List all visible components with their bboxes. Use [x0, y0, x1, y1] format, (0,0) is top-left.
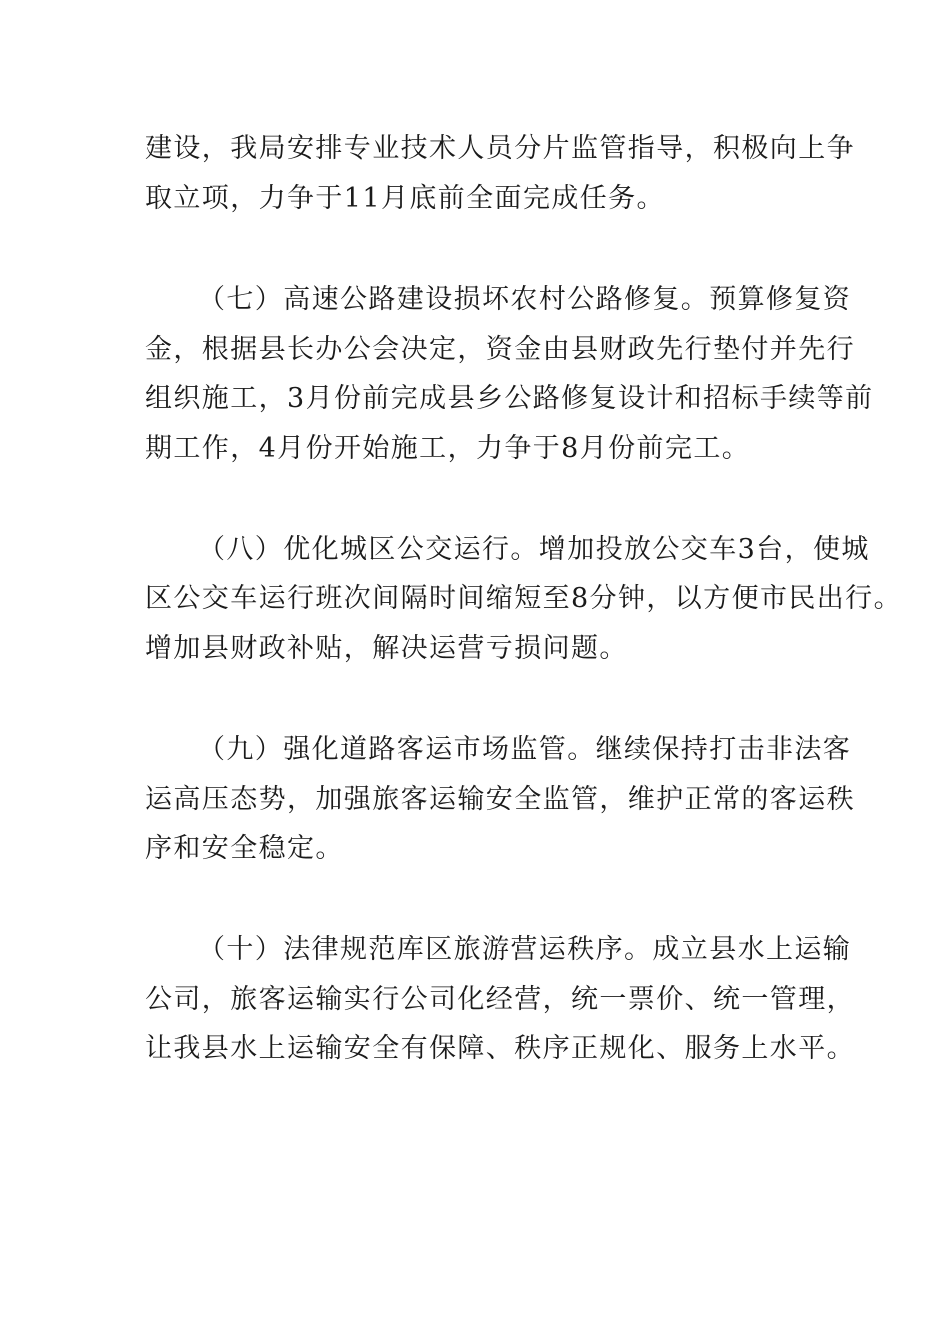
- paragraph-4-line-2: 运高压态势，加强旅客运输安全监管，维护正常的客运秩: [145, 784, 855, 815]
- paragraph-2-line-4: 期工作，4月份开始施工，力争于8月份前完工。: [145, 433, 751, 464]
- paragraph-3-line-3: 增加县财政补贴，解决运营亏损问题。: [145, 633, 628, 664]
- paragraph-2-line-1: （七）高速公路建设损坏农村公路修复。预算修复资: [198, 284, 852, 315]
- paragraph-3-line-1: （八）优化城区公交运行。增加投放公交车3台，使城: [198, 534, 870, 565]
- paragraph-1-line-1: 建设，我局安排专业技术人员分片监管指导，积极向上争: [145, 133, 855, 164]
- paragraph-3-line-2: 区公交车运行班次间隔时间缩短至8分钟，以方便市民出行。: [145, 583, 902, 614]
- paragraph-4-line-1: （九）强化道路客运市场监管。继续保持打击非法客: [198, 734, 852, 765]
- paragraph-5-line-1: （十）法律规范库区旅游营运秩序。成立县水上运输: [198, 934, 852, 965]
- paragraph-2-line-3: 组织施工，3月份前完成县乡公路修复设计和招标手续等前: [145, 383, 874, 414]
- paragraph-2-line-2: 金，根据县长办公会决定，资金由县财政先行垫付并先行: [145, 334, 855, 365]
- paragraph-5-line-3: 让我县水上运输安全有保障、秩序正规化、服务上水平。: [145, 1033, 855, 1064]
- paragraph-4-line-3: 序和安全稳定。: [145, 833, 344, 864]
- paragraph-5-line-2: 公司，旅客运输实行公司化经营，统一票价、统一管理，: [145, 984, 855, 1015]
- paragraph-1-line-2: 取立项，力争于11月底前全面完成任务。: [145, 183, 665, 214]
